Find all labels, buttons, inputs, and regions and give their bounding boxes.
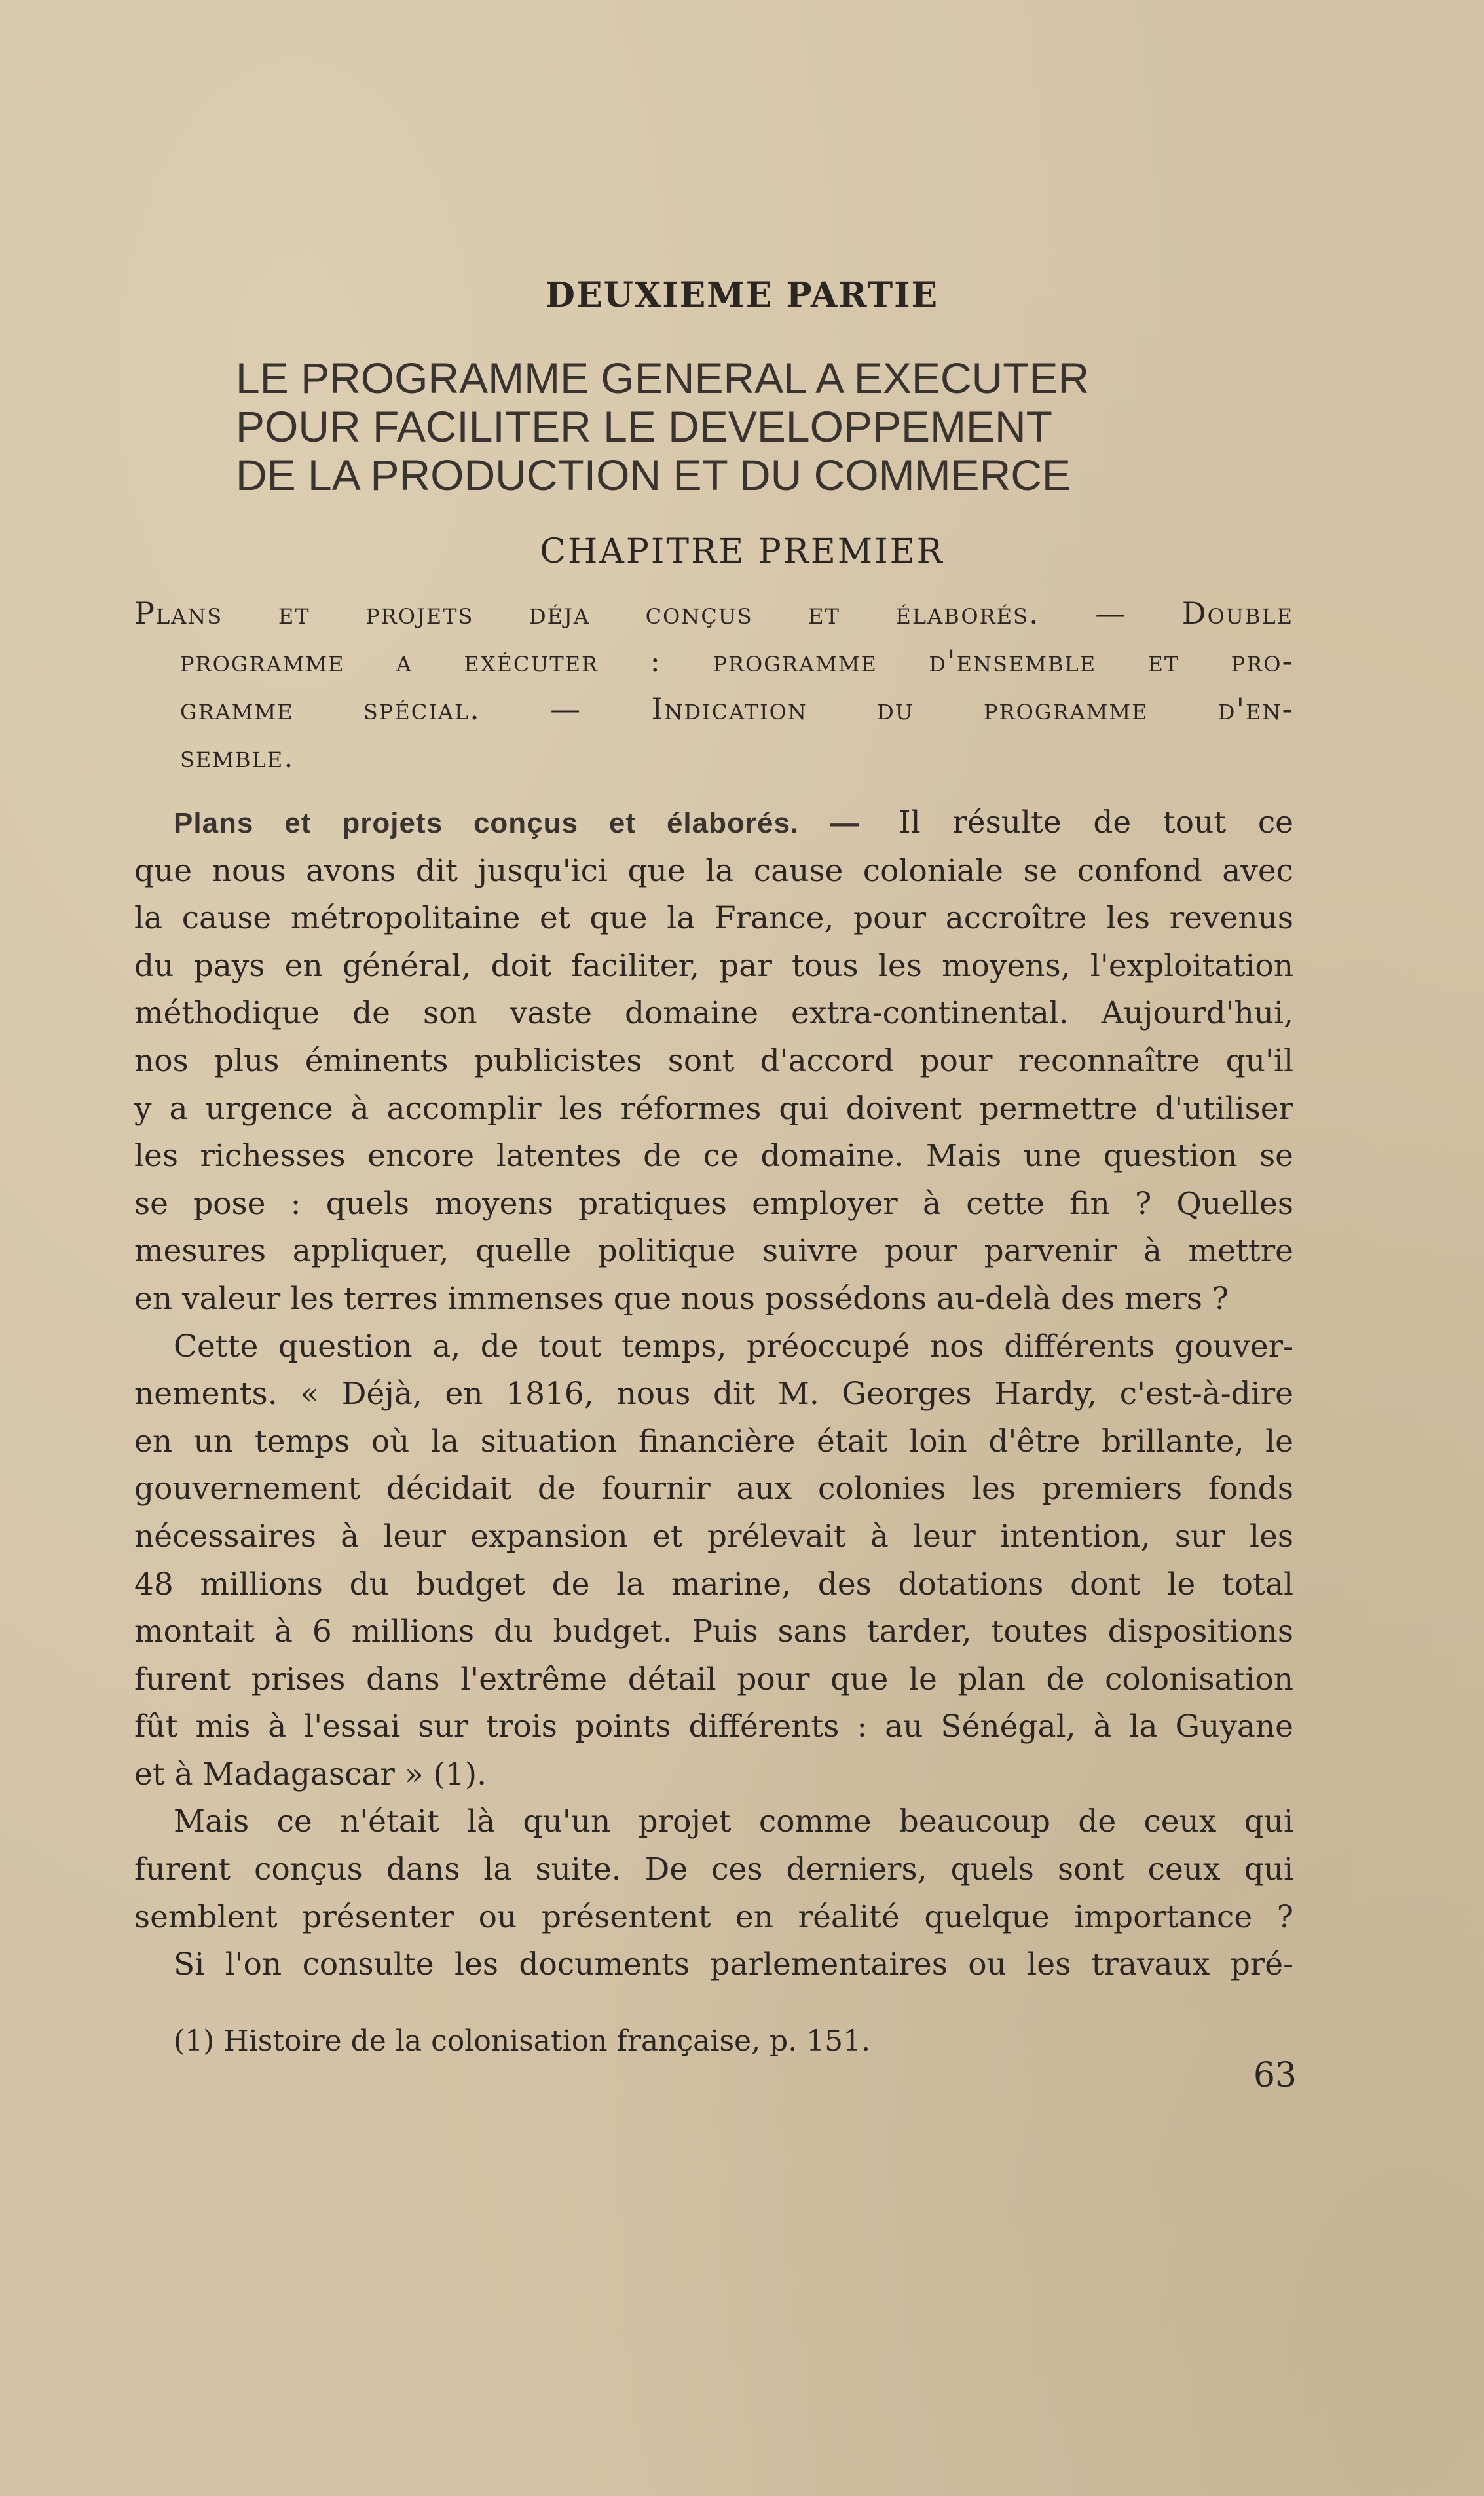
summary-line: programme a exécuter : programme d'ensemble et pro- bbox=[180, 643, 1293, 679]
body-line bbox=[134, 799, 1293, 848]
body-line: Cette question a, de tout temps, préoccupé nos différents gouver- bbox=[174, 1328, 1293, 1365]
footnote: (1) Histoire de la colonisation française, p. 151. bbox=[174, 2024, 871, 2058]
runin-heading: Plans et projets conçus et élaborés. — bbox=[174, 807, 860, 839]
part-heading: DEUXIEME PARTIE bbox=[545, 275, 939, 315]
body-line: Si l'on consulte les documents parlementaires ou les travaux pré- bbox=[174, 1946, 1293, 1983]
page-number: 63 bbox=[1253, 2056, 1297, 2095]
body-line: du pays en général, doit faciliter, par tous les moyens, l'exploitation bbox=[134, 947, 1293, 984]
title-line: LE PROGRAMME GENERAL A EXECUTER bbox=[236, 354, 1090, 402]
body-line: 48 millions du budget de la marine, des dotations dont le total bbox=[134, 1566, 1293, 1602]
body-line: nécessaires à leur expansion et prélevait à leur intention, sur les bbox=[134, 1518, 1293, 1555]
body-line: en un temps où la situation financière était loin d'être brillante, le bbox=[134, 1423, 1293, 1460]
body-line: furent prises dans l'extrême détail pour que le plan de colonisation bbox=[134, 1661, 1293, 1697]
body-line: nos plus éminents publicistes sont d'accord pour reconnaître qu'il bbox=[134, 1042, 1293, 1079]
body-line: en valeur les terres immenses que nous possédons au-delà des mers ? bbox=[134, 1280, 1229, 1317]
body-line: les richesses encore latentes de ce domaine. Mais une question se bbox=[134, 1138, 1293, 1175]
body-line: furent conçus dans la suite. De ces derniers, quels sont ceux qui bbox=[134, 1851, 1293, 1888]
body-line: nements. « Déjà, en 1816, nous dit M. Georges Hardy, c'est-à-dire bbox=[134, 1376, 1293, 1412]
body-text bbox=[134, 799, 1293, 1989]
body-line: la cause métropolitaine et que la France, pour accroître les revenus bbox=[134, 900, 1293, 937]
summary-line: Plans et projets déja conçus et élaborés. — Double bbox=[134, 596, 1293, 631]
title-line: DE LA PRODUCTION ET DU COMMERCE bbox=[236, 451, 1071, 499]
body-line: mesures appliquer, quelle politique suivre pour parvenir à mettre bbox=[134, 1233, 1293, 1270]
summary-line: semble. bbox=[180, 739, 295, 774]
summary-line: gramme spécial. — Indication du programme d'en- bbox=[180, 691, 1293, 727]
part-title bbox=[236, 354, 1192, 499]
body-line: et à Madagascar » (1). bbox=[134, 1756, 487, 1792]
body-line: se pose : quels moyens pratiques employer à cette fin ? Quelles bbox=[134, 1185, 1293, 1222]
body-line: que nous avons dit jusqu'ici que la cause coloniale se confond avec bbox=[134, 852, 1293, 889]
body-line: méthodique de son vaste domaine extra-continental. Aujourd'hui, bbox=[134, 995, 1293, 1032]
body-line: semblent présenter ou présentent en réalité quelque importance ? bbox=[134, 1899, 1293, 1935]
title-line: POUR FACILITER LE DEVELOPPEMENT bbox=[236, 402, 1052, 451]
body-line: y a urgence à accomplir les réformes qui doivent permettre d'utiliser bbox=[134, 1090, 1293, 1127]
body-line: fût mis à l'essai sur trois points différents : au Sénégal, à la Guyane bbox=[134, 1709, 1293, 1745]
body-first-line-text: Il résulte de tout ce bbox=[899, 804, 1293, 841]
body-line: gouvernement décidait de fournir aux colonies les premiers fonds bbox=[134, 1471, 1293, 1507]
body-line: montait à 6 millions du budget. Puis sans tarder, toutes dispositions bbox=[134, 1614, 1293, 1650]
chapter-heading: CHAPITRE PREMIER bbox=[540, 532, 944, 571]
chapter-summary bbox=[134, 590, 1293, 781]
body-line: Mais ce n'était là qu'un projet comme beaucoup de ceux qui bbox=[174, 1804, 1293, 1840]
